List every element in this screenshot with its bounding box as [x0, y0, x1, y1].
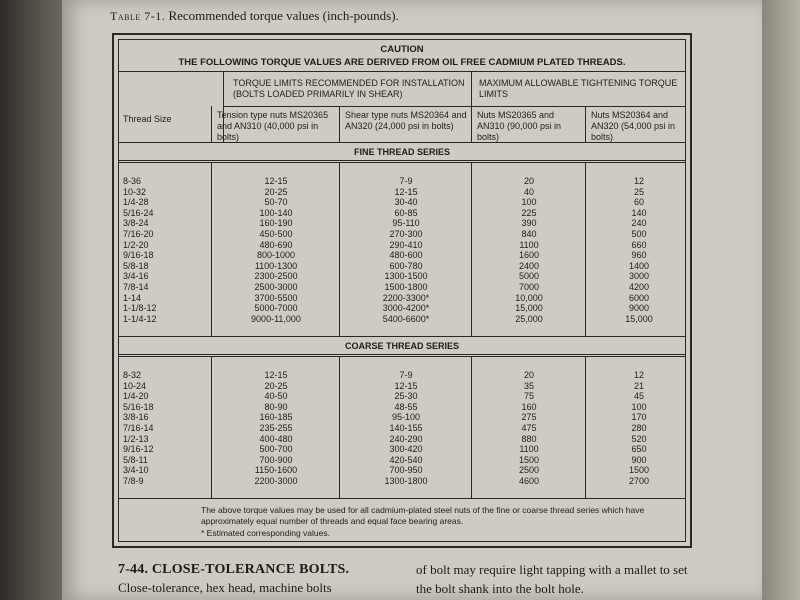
table-cell: 9000-11,000: [251, 313, 301, 324]
table-cell: 60-85: [394, 207, 418, 218]
column-header-max-shear: Nuts MS20364 and AN320 (54,000 psi in bolts): [591, 110, 676, 142]
table-cell: 2500: [518, 465, 540, 476]
torque-table: [112, 33, 692, 548]
table-caption: [110, 8, 399, 24]
divider: [119, 356, 685, 357]
caution-text: THE FOLLOWING TORQUE VALUES ARE DERIVED FROM OIL FREE CADMIUM PLATED THREADS.: [178, 57, 626, 68]
table-cell: 7/8-9: [123, 475, 144, 486]
page-edge: [762, 0, 800, 600]
table-cell: 15,000: [515, 303, 543, 314]
header-maximum: MAXIMUM ALLOWABLE TIGHTENING TORQUE LIMITS: [479, 78, 678, 99]
table-cell: 95-110: [392, 218, 420, 229]
table-cell: 80-90: [264, 401, 288, 412]
table-cell: 7/16-14: [123, 422, 154, 433]
table-cell: 2500-3000: [254, 281, 298, 292]
table-cell: 500: [631, 228, 647, 239]
section-heading: 7-44. CLOSE-TOLERANCE BOLTS.: [118, 562, 350, 577]
divider: [471, 356, 472, 498]
right-column-text: of bolt may require light tapping with a mallet to set the bolt shank into the bolt hole.: [416, 562, 688, 596]
table-cell: 2700: [628, 475, 650, 486]
coarse-shear-values: [341, 370, 471, 487]
table-cell: 3/4-16: [123, 271, 149, 282]
table-cell: 10-32: [123, 186, 147, 197]
divider: [119, 160, 685, 161]
table-cell: 1/2-13: [123, 433, 149, 444]
table-cell: 20-25: [264, 380, 288, 391]
table-cell: 420-540: [389, 454, 423, 465]
table-cell: 25,000: [515, 313, 543, 324]
table-cell: 600-780: [389, 260, 423, 271]
table-cell: 20-25: [264, 186, 288, 197]
coarse-thread-title: COARSE THREAD SERIES: [344, 341, 460, 351]
table-cell: 100: [521, 197, 537, 208]
divider: [585, 356, 586, 498]
table-cell: 7/16-20: [123, 228, 154, 239]
table-cell: 1400: [628, 260, 650, 271]
table-cell: 9/16-12: [123, 444, 154, 455]
column-header-max-tension: Nuts MS20365 and AN310 (90,000 psi in bolts): [477, 110, 562, 142]
coarse-thread-sizes: [123, 370, 154, 487]
table-cell: 1/4-28: [123, 197, 149, 208]
table-cell: 650: [631, 444, 647, 455]
table-cell: 9000: [628, 303, 650, 314]
table-cell: 10-24: [123, 380, 147, 391]
table-cell: 5000: [518, 271, 540, 282]
table-cell: 5000-7000: [254, 303, 298, 314]
table-cell: 100: [631, 401, 647, 412]
divider: [119, 162, 685, 163]
table-cell: 480-690: [259, 239, 293, 250]
divider: [119, 498, 685, 499]
table-cell: 1500: [518, 454, 540, 465]
table-cell: 10,000: [515, 292, 543, 303]
table-cell: 40-50: [264, 391, 288, 402]
table-cell: 500-700: [259, 444, 293, 455]
divider: [211, 356, 212, 498]
divider: [211, 162, 212, 336]
section-body-text: Close-tolerance, hex head, machine bolts: [118, 580, 332, 595]
table-cell: 30-40: [394, 197, 418, 208]
table-cell: 3000: [628, 271, 650, 282]
footnote-text: The above torque values may be used for all cadmium-plated steel nuts of the fine or coarse thread series which have approximately equal number of threads and equal face bearing areas.: [201, 505, 645, 526]
table-cell: 20: [523, 176, 534, 186]
table-cell: 20: [523, 370, 534, 380]
fine-tension-values: [213, 176, 339, 324]
table-cell: 1/2-20: [123, 239, 149, 250]
divider: [339, 162, 340, 336]
table-cell: 235-255: [259, 422, 293, 433]
table-cell: 900: [631, 454, 647, 465]
fine-thread-title: FINE THREAD SERIES: [353, 147, 450, 157]
divider: [339, 106, 340, 142]
table-cell: 390: [521, 218, 537, 229]
table-cell: 60: [633, 197, 644, 208]
footnote-estimated: * Estimated corresponding values.: [201, 528, 330, 538]
table-cell: 45: [633, 391, 644, 402]
table-cell: 7-9: [399, 370, 413, 380]
table-cell: 2300-2500: [254, 271, 298, 282]
table-cell: 275: [521, 412, 537, 423]
table-cell: 700-900: [259, 454, 293, 465]
divider: [471, 162, 472, 336]
table-cell: 8-32: [123, 370, 142, 380]
table-cell: 2200-3000: [254, 475, 298, 486]
table-cell: 240-290: [389, 433, 423, 444]
table-cell: 280: [631, 422, 647, 433]
table-cell: 25: [633, 186, 644, 197]
table-cell: 160-185: [259, 412, 293, 423]
table-cell: 75: [523, 391, 534, 402]
divider: [339, 356, 340, 498]
table-cell: 21: [633, 380, 644, 391]
table-cell: 3/8-16: [123, 412, 149, 423]
caution-title: CAUTION: [380, 44, 424, 55]
table-cell: 450-500: [259, 228, 293, 239]
table-cell: 1150-1600: [254, 465, 298, 476]
table-cell: 1300-1500: [384, 271, 428, 282]
table-cell: 4200: [628, 281, 650, 292]
divider: [223, 106, 685, 107]
table-cell: 1100: [519, 239, 539, 250]
table-cell: 300-420: [389, 444, 423, 455]
table-cell: 1100: [519, 444, 539, 455]
table-cell: 5400-6600*: [382, 313, 430, 324]
divider: [211, 106, 212, 142]
table-cell: 100-140: [259, 207, 293, 218]
table-cell: 5/8-11: [123, 454, 148, 465]
table-cell: 9/16-18: [123, 250, 154, 261]
coarse-max-tension-values: [473, 370, 585, 487]
table-cell: 270-300: [389, 228, 423, 239]
table-cell: 5/16-18: [123, 401, 154, 412]
table-cell: 1-1/4-12: [123, 313, 157, 324]
table-cell: 160-190: [259, 218, 293, 229]
table-cell: 3700-5500: [254, 292, 298, 303]
divider: [119, 336, 685, 337]
table-cell: 225: [521, 207, 537, 218]
table-cell: 2400: [518, 260, 540, 271]
table-cell: 5/16-24: [123, 207, 154, 218]
table-cell: 3000-4200*: [382, 303, 430, 314]
table-cell: 1100-1300: [254, 260, 298, 271]
table-cell: 400-480: [259, 433, 293, 444]
table-cell: 6000: [628, 292, 650, 303]
table-cell: 12-15: [394, 380, 418, 391]
fine-max-tension-values: [473, 176, 585, 324]
caution-box: [119, 40, 685, 72]
table-cell: 800-1000: [256, 250, 296, 261]
table-cell: 140: [631, 207, 647, 218]
coarse-tension-values: [213, 370, 339, 487]
table-cell: 12-15: [264, 176, 288, 186]
fine-shear-values: [341, 176, 471, 324]
table-cell: 95-100: [391, 412, 421, 423]
table-cell: 40: [523, 186, 534, 197]
table-cell: 840: [521, 228, 537, 239]
table-cell: 880: [521, 433, 537, 444]
header-recommended: TORQUE LIMITS RECOMMENDED FOR INSTALLATION (BOLTS LOADED PRIMARILY IN SHEAR): [233, 78, 465, 99]
table-cell: 1/4-20: [123, 391, 149, 402]
fine-thread-sizes: [123, 176, 157, 324]
table-cell: 12: [633, 176, 644, 186]
divider: [471, 72, 472, 142]
table-cell: 160: [521, 401, 537, 412]
table-caption-text: Recommended torque values (inch-pounds).: [168, 8, 399, 23]
table-cell: 660: [631, 239, 647, 250]
table-cell: 12: [633, 370, 644, 380]
table-cell: 290-410: [389, 239, 423, 250]
table-cell: 2200-3300*: [382, 292, 430, 303]
table-cell: 4600: [518, 475, 540, 486]
divider: [119, 354, 685, 355]
table-cell: 35: [523, 380, 534, 391]
coarse-max-shear-values: [587, 370, 691, 487]
table-cell: 960: [631, 250, 647, 261]
table-cell: 1500-1800: [384, 281, 428, 292]
column-header-thread-size: Thread Size: [123, 114, 172, 124]
divider: [585, 106, 586, 142]
table-cell: 12-15: [394, 186, 418, 197]
table-cell: 140-155: [389, 422, 423, 433]
table-cell: 7/8-14: [123, 281, 149, 292]
table-number: Table 7-1.: [110, 9, 166, 23]
table-cell: 7-9: [399, 176, 413, 186]
divider: [119, 142, 685, 143]
table-cell: 475: [521, 422, 537, 433]
table-cell: 15,000: [625, 313, 653, 324]
table-cell: 1-14: [123, 292, 142, 303]
column-header-tension: Tension type nuts MS20365 and AN310 (40,000 psi in bolts): [217, 110, 329, 142]
table-cell: 25-30: [394, 391, 418, 402]
table-cell: 3/4-10: [123, 465, 149, 476]
fine-max-shear-values: [587, 176, 691, 324]
table-cell: 8-36: [123, 176, 142, 186]
table-cell: 5/8-18: [123, 260, 149, 271]
table-cell: 7000: [518, 281, 540, 292]
book-gutter: [0, 0, 62, 600]
table-cell: 48-55: [394, 401, 418, 412]
table-cell: 3/8-24: [123, 218, 149, 229]
table-cell: 1300-1800: [384, 475, 428, 486]
table-cell: 480-600: [389, 250, 423, 261]
table-cell: 700-950: [389, 465, 423, 476]
table-cell: 1500: [628, 465, 650, 476]
table-cell: 50-70: [264, 197, 288, 208]
table-cell: 1-1/8-12: [123, 303, 157, 314]
table-inner: [118, 39, 686, 542]
table-cell: 1600: [518, 250, 540, 261]
table-cell: 240: [631, 218, 647, 229]
table-cell: 520: [631, 433, 647, 444]
table-cell: 12-15: [264, 370, 288, 380]
divider: [585, 162, 586, 336]
column-header-shear: Shear type nuts MS20364 and AN320 (24,000 psi in bolts): [345, 110, 467, 131]
table-cell: 170: [631, 412, 647, 423]
